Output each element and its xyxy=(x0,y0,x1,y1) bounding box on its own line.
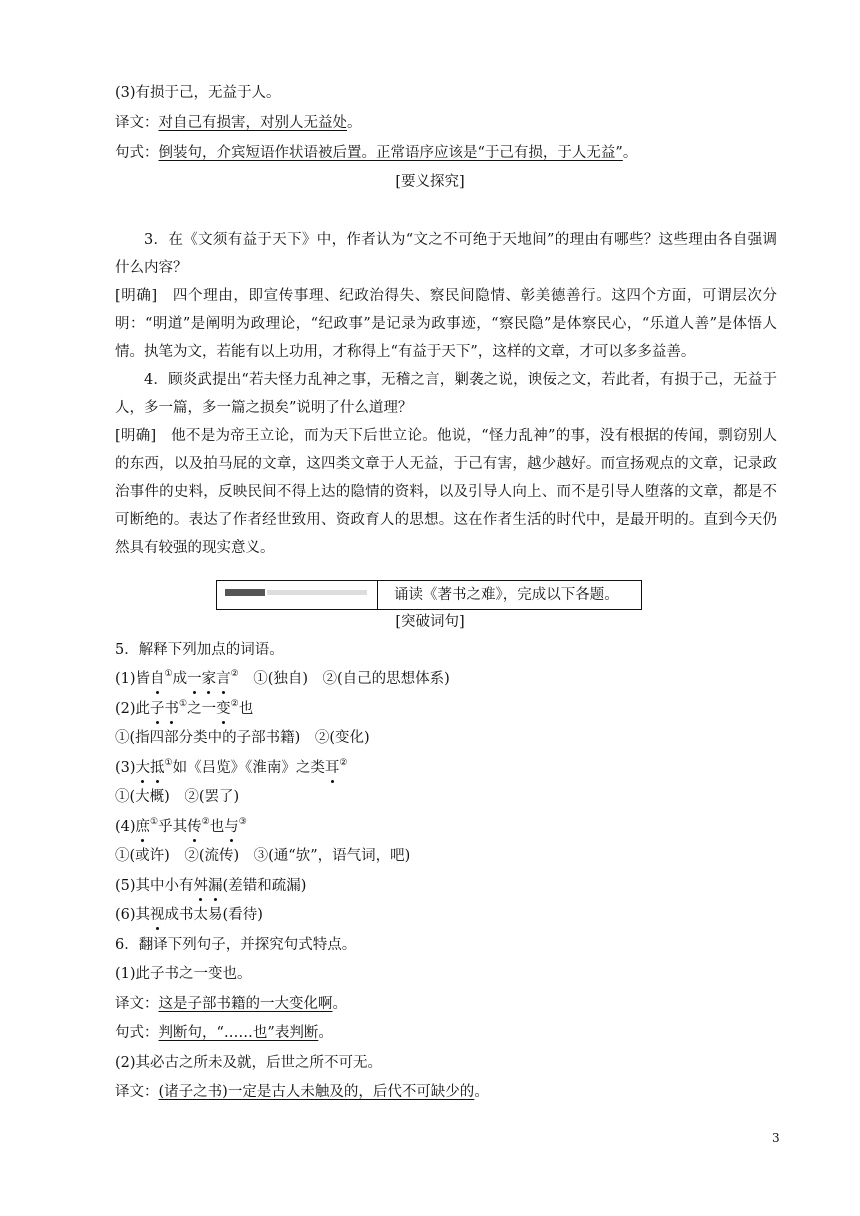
word-item-3: (3)大抵①如《吕览》《淮南》之类耳② xyxy=(115,758,348,776)
punctuation: 。 xyxy=(332,996,347,1012)
sentence-2: (2)其必古之所未及就，后世之所不可无。 xyxy=(115,1055,383,1071)
word-item-4: (4)庶①乎其传②也与③ xyxy=(115,817,247,835)
text-line: (3)有损于己，无益于人。 xyxy=(115,85,281,101)
section-heading: [突破词句] xyxy=(395,614,465,630)
word-item-1: (1)皆自①成一家言② ①(独自) ②(自己的思想体系) xyxy=(115,669,450,687)
underlined-answer: 这是子部书籍的一大变化啊 xyxy=(158,996,333,1012)
underlined-answer: (诸子之书)一定是古人未触及的，后代不可缺少的 xyxy=(158,1084,475,1100)
banner-label-cell xyxy=(217,581,378,609)
punctuation: 。 xyxy=(622,145,638,161)
punctuation: 。 xyxy=(474,1084,489,1100)
punctuation: 。 xyxy=(347,115,362,131)
punctuation: 。 xyxy=(318,1025,333,1041)
banner-tag-graphic xyxy=(225,589,265,596)
section-heading: [要义探究] xyxy=(395,174,465,190)
word-item-4-answer: ①(或许) ②(流传) ③(通“欤”，语气词，吧) xyxy=(115,848,411,864)
question-4: 4．顾炎武提出“若夫怪力乱神之事，无稽之言，剿袭之说，谀佞之文，若此者，有损于己，无益于人，多一篇，多一篇之损矣”说明了什么道理？ xyxy=(115,372,777,416)
answer-3: [明确] 四个理由，即宣传事理、纪政治得失、察民间隐情、彰美德善行。这四个方面，可谓层次分明：“明道”是阐明为政理论，“纪政事”是记录为政事迹，“察民隐”是体察民心，“乐道人善”是体悟人情。执笔为文，若能有以上功用，才称得上“有益于天下”，这样的文章，才可以多多益善。 xyxy=(115,288,777,360)
label-text: 译文： xyxy=(115,996,159,1012)
underlined-answer: 判断句，“……也”表判断 xyxy=(158,1025,319,1041)
section-banner xyxy=(216,580,642,610)
sentence-1: (1)此子书之一变也。 xyxy=(115,966,252,982)
banner-text: 诵读《著书之难》，完成以下各题。 xyxy=(394,587,619,603)
label-text: 句式： xyxy=(115,1025,159,1041)
sentence-pattern-line xyxy=(115,1023,778,1043)
answer-4: [明确] 他不是为帝王立论，而为天下后世立论。他说，“怪力乱神”的事，没有根据的传闻，剽窃别人的东西，以及拍马屁的文章，这四类文章于人无益，于己有害，越少越好。而宣扬观点的文章，记录政治事件的史料，反映民间不得上达的隐情的资料，以及引导人向上、而不是引导人堕落的文章，都是不可断绝的。表达了作者经世致用、资政育人的思想。这在作者生活的时代中，是最开明的。直到今天仍然具有较强的现实意义。 xyxy=(115,428,777,556)
label-text: 句式： xyxy=(115,145,159,161)
word-item-6: (6)其视成书太易(看待) xyxy=(115,907,263,923)
question-5: 5．解释下列加点的词语。 xyxy=(115,642,284,658)
word-item-3-answer: ①(大概) ②(罢了) xyxy=(115,789,240,805)
sentence-pattern-line xyxy=(115,143,778,163)
question-3: 3．在《文须有益于天下》中，作者认为“文之不可绝于天地间”的理由有哪些？这些理由各自强调什么内容？ xyxy=(115,232,777,276)
word-item-5: (5)其中小有舛漏(差错和疏漏) xyxy=(115,878,307,894)
translation-line xyxy=(115,113,778,133)
translation-line xyxy=(115,994,778,1014)
label-text: 译文： xyxy=(115,115,159,131)
word-item-2: (2)此子书①之一变②也 xyxy=(115,699,254,717)
banner-bar-graphic xyxy=(267,590,367,595)
underlined-answer: 倒装句，介宾短语作状语被后置。正常语序应该是“于己有损，于人无益” xyxy=(158,145,623,161)
page-number: 3 xyxy=(772,1131,780,1145)
word-item-2-answer: ①(指四部分类中的子部书籍) ②(变化) xyxy=(115,730,370,746)
question-6: 6．翻译下列句子，并探究句式特点。 xyxy=(115,937,357,953)
label-text: 译文： xyxy=(115,1084,159,1100)
underlined-answer: 对自己有损害，对别人无益处 xyxy=(158,115,347,131)
translation-line xyxy=(115,1082,778,1102)
